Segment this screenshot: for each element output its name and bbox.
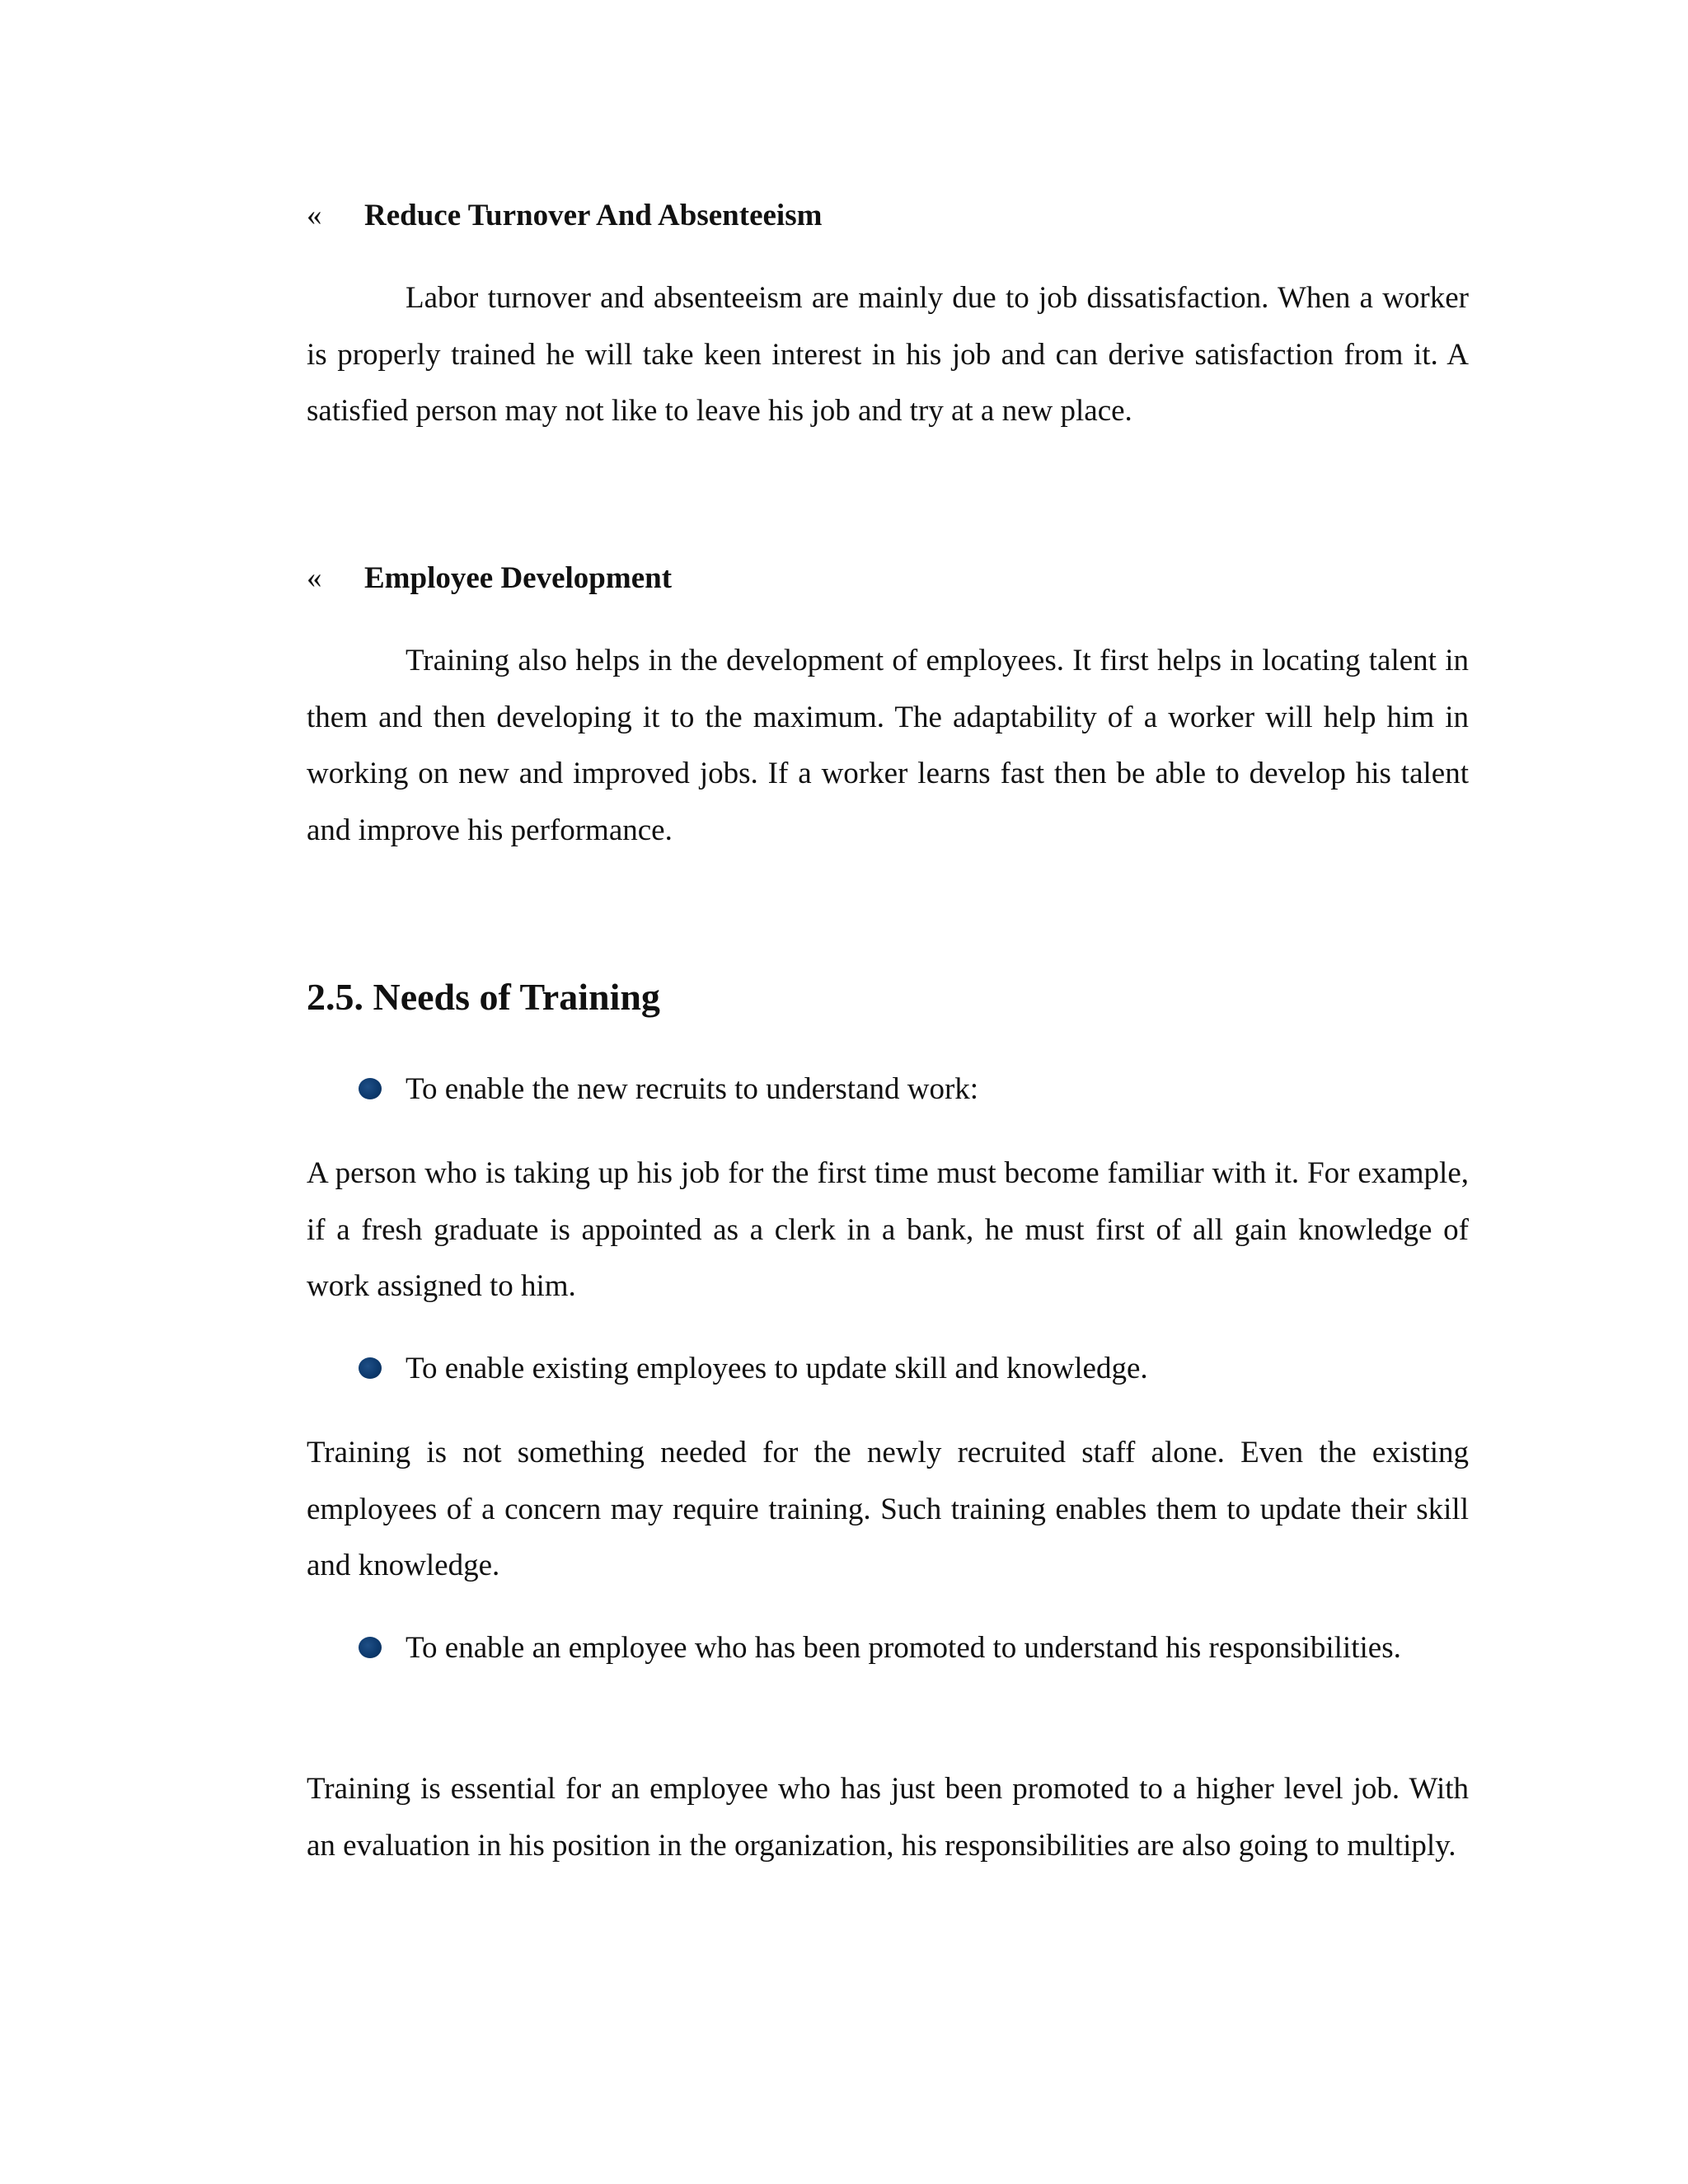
- chevron-marker-icon: «: [307, 561, 322, 595]
- bullet-item: [359, 1062, 1469, 1118]
- paragraph-new-recruits: A person who is taking up his job for the first time must become familiar with it. For example, if a fresh graduate is appointed as a clerk in a bank, he must first of all gain knowledge of work assigned to him.: [307, 1156, 1469, 1303]
- bullet-text: To enable existing employees to update skill and knowledge.: [406, 1352, 1148, 1385]
- bullet-item: [359, 1620, 1469, 1677]
- subheading-text: Employee Development: [364, 561, 673, 595]
- subheading-reduce-turnover: [307, 198, 822, 234]
- bullet-dot-icon: [359, 1078, 382, 1099]
- bullet-text: To enable the new recruits to understand work:: [406, 1072, 979, 1106]
- bullet-dot-icon: [359, 1637, 382, 1658]
- paragraph-existing-employees: Training is not something needed for the newly recruited staff alone. Even the existing employees of a concern may require training. Such training enables them to update their skill and knowledge.: [307, 1436, 1469, 1582]
- paragraph-employee-development: Training also helps in the development of employees. It first helps in locating talent in them and then developing it to the maximum. The adaptability of a worker will help him in working on new and improved jobs. If a worker learns fast then be able to develop his talent and improve his performance.: [307, 644, 1469, 847]
- chevron-marker-icon: «: [307, 199, 322, 232]
- paragraph-reduce-turnover: Labor turnover and absenteeism are mainly due to job dissatisfaction. When a worker is properly trained he will take keen interest in his job and can derive satisfaction from it. A satisfied person may not like to leave his job and try at a new place.: [307, 281, 1469, 428]
- bullet-item: [359, 1341, 1469, 1398]
- subheading-employee-development: [307, 560, 672, 597]
- bullet-text: To enable an employee who has been promoted to understand his responsibilities.: [406, 1631, 1401, 1665]
- subheading-text: Reduce Turnover And Absenteeism: [364, 199, 823, 232]
- document-page: [307, 0, 1469, 2184]
- section-title-needs-of-training: 2.5. Needs of Training: [307, 976, 660, 1018]
- paragraph-promoted-employee: Training is essential for an employee who has just been promoted to a higher level job. With an evaluation in his position in the organization, his responsibilities are also going to multiply.: [307, 1772, 1469, 1863]
- bullet-dot-icon: [359, 1357, 382, 1379]
